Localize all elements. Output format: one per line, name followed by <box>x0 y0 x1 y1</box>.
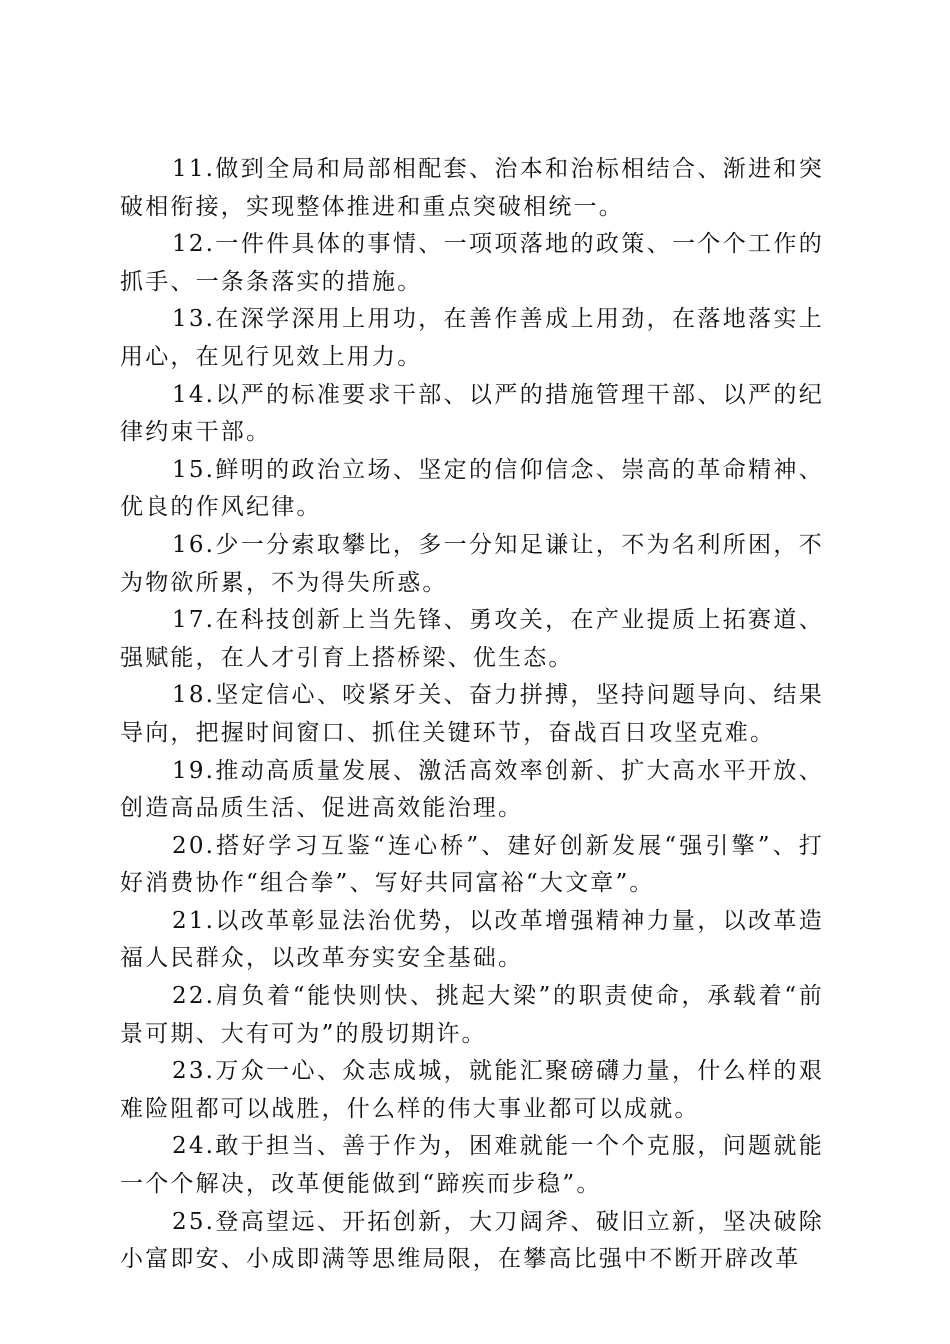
list-item: 25.登高望远、开拓创新，大刀阔斧、破旧立新，坚决破除小富即安、小成即满等思维局限，在攀高比强中不断开辟改革 <box>120 1208 824 1273</box>
list-item: 14.以严的标准要求干部、以严的措施管理干部、以严的纪律约束干部。 <box>120 381 824 446</box>
list-item: 23.万众一心、众志成城，就能汇聚磅礴力量，什么样的艰难险阻都可以战胜，什么样的伟大事业都可以成就。 <box>120 1058 824 1122</box>
list-item: 21.以改革彰显法治优势，以改革增强精神力量，以改革造福人民群众，以改革夯实安全基础。 <box>120 907 824 972</box>
list-item: 12.一件件具体的事情、一项项落地的政策、一个个工作的抓手、一条条落实的措施。 <box>120 231 824 295</box>
list-item: 20.搭好学习互鉴“连心桥”、建好创新发展“强引擎”、打好消费协作“组合拳”、写好共同富裕“大文章”。 <box>120 832 824 897</box>
list-item: 24.敢于担当、善于作为，困难就能一个个克服，问题就能一个个解决，改革便能做到“蹄疾而步稳”。 <box>120 1133 824 1198</box>
list-item: 19.推动高质量发展、激活高效率创新、扩大高水平开放、创造高品质生活、促进高效能治理。 <box>120 757 824 822</box>
list-item: 22.肩负着“能快则快、挑起大梁”的职责使命，承载着“前景可期、大有可为”的殷切期许。 <box>120 983 824 1047</box>
document-body <box>120 151 824 1279</box>
list-item: 13.在深学深用上用功，在善作善成上用劲，在落地落实上用心，在见行见效上用力。 <box>120 306 824 370</box>
list-item: 15.鲜明的政治立场、坚定的信仰信念、崇高的革命精神、优良的作风纪律。 <box>120 456 824 521</box>
list-item: 11.做到全局和局部相配套、治本和治标相结合、渐进和突破相衔接，实现整体推进和重点突破相统一。 <box>120 156 824 220</box>
list-item: 16.少一分索取攀比，多一分知足谦让，不为名利所困，不为物欲所累，不为得失所惑。 <box>120 531 824 596</box>
list-item: 18.坚定信心、咬紧牙关、奋力拼搏，坚持问题导向、结果导向，把握时间窗口、抓住关键环节，奋战百日攻坚克难。 <box>120 682 824 746</box>
list-item: 17.在科技创新上当先锋、勇攻关，在产业提质上拓赛道、强赋能，在人才引育上搭桥梁、优生态。 <box>120 607 824 671</box>
